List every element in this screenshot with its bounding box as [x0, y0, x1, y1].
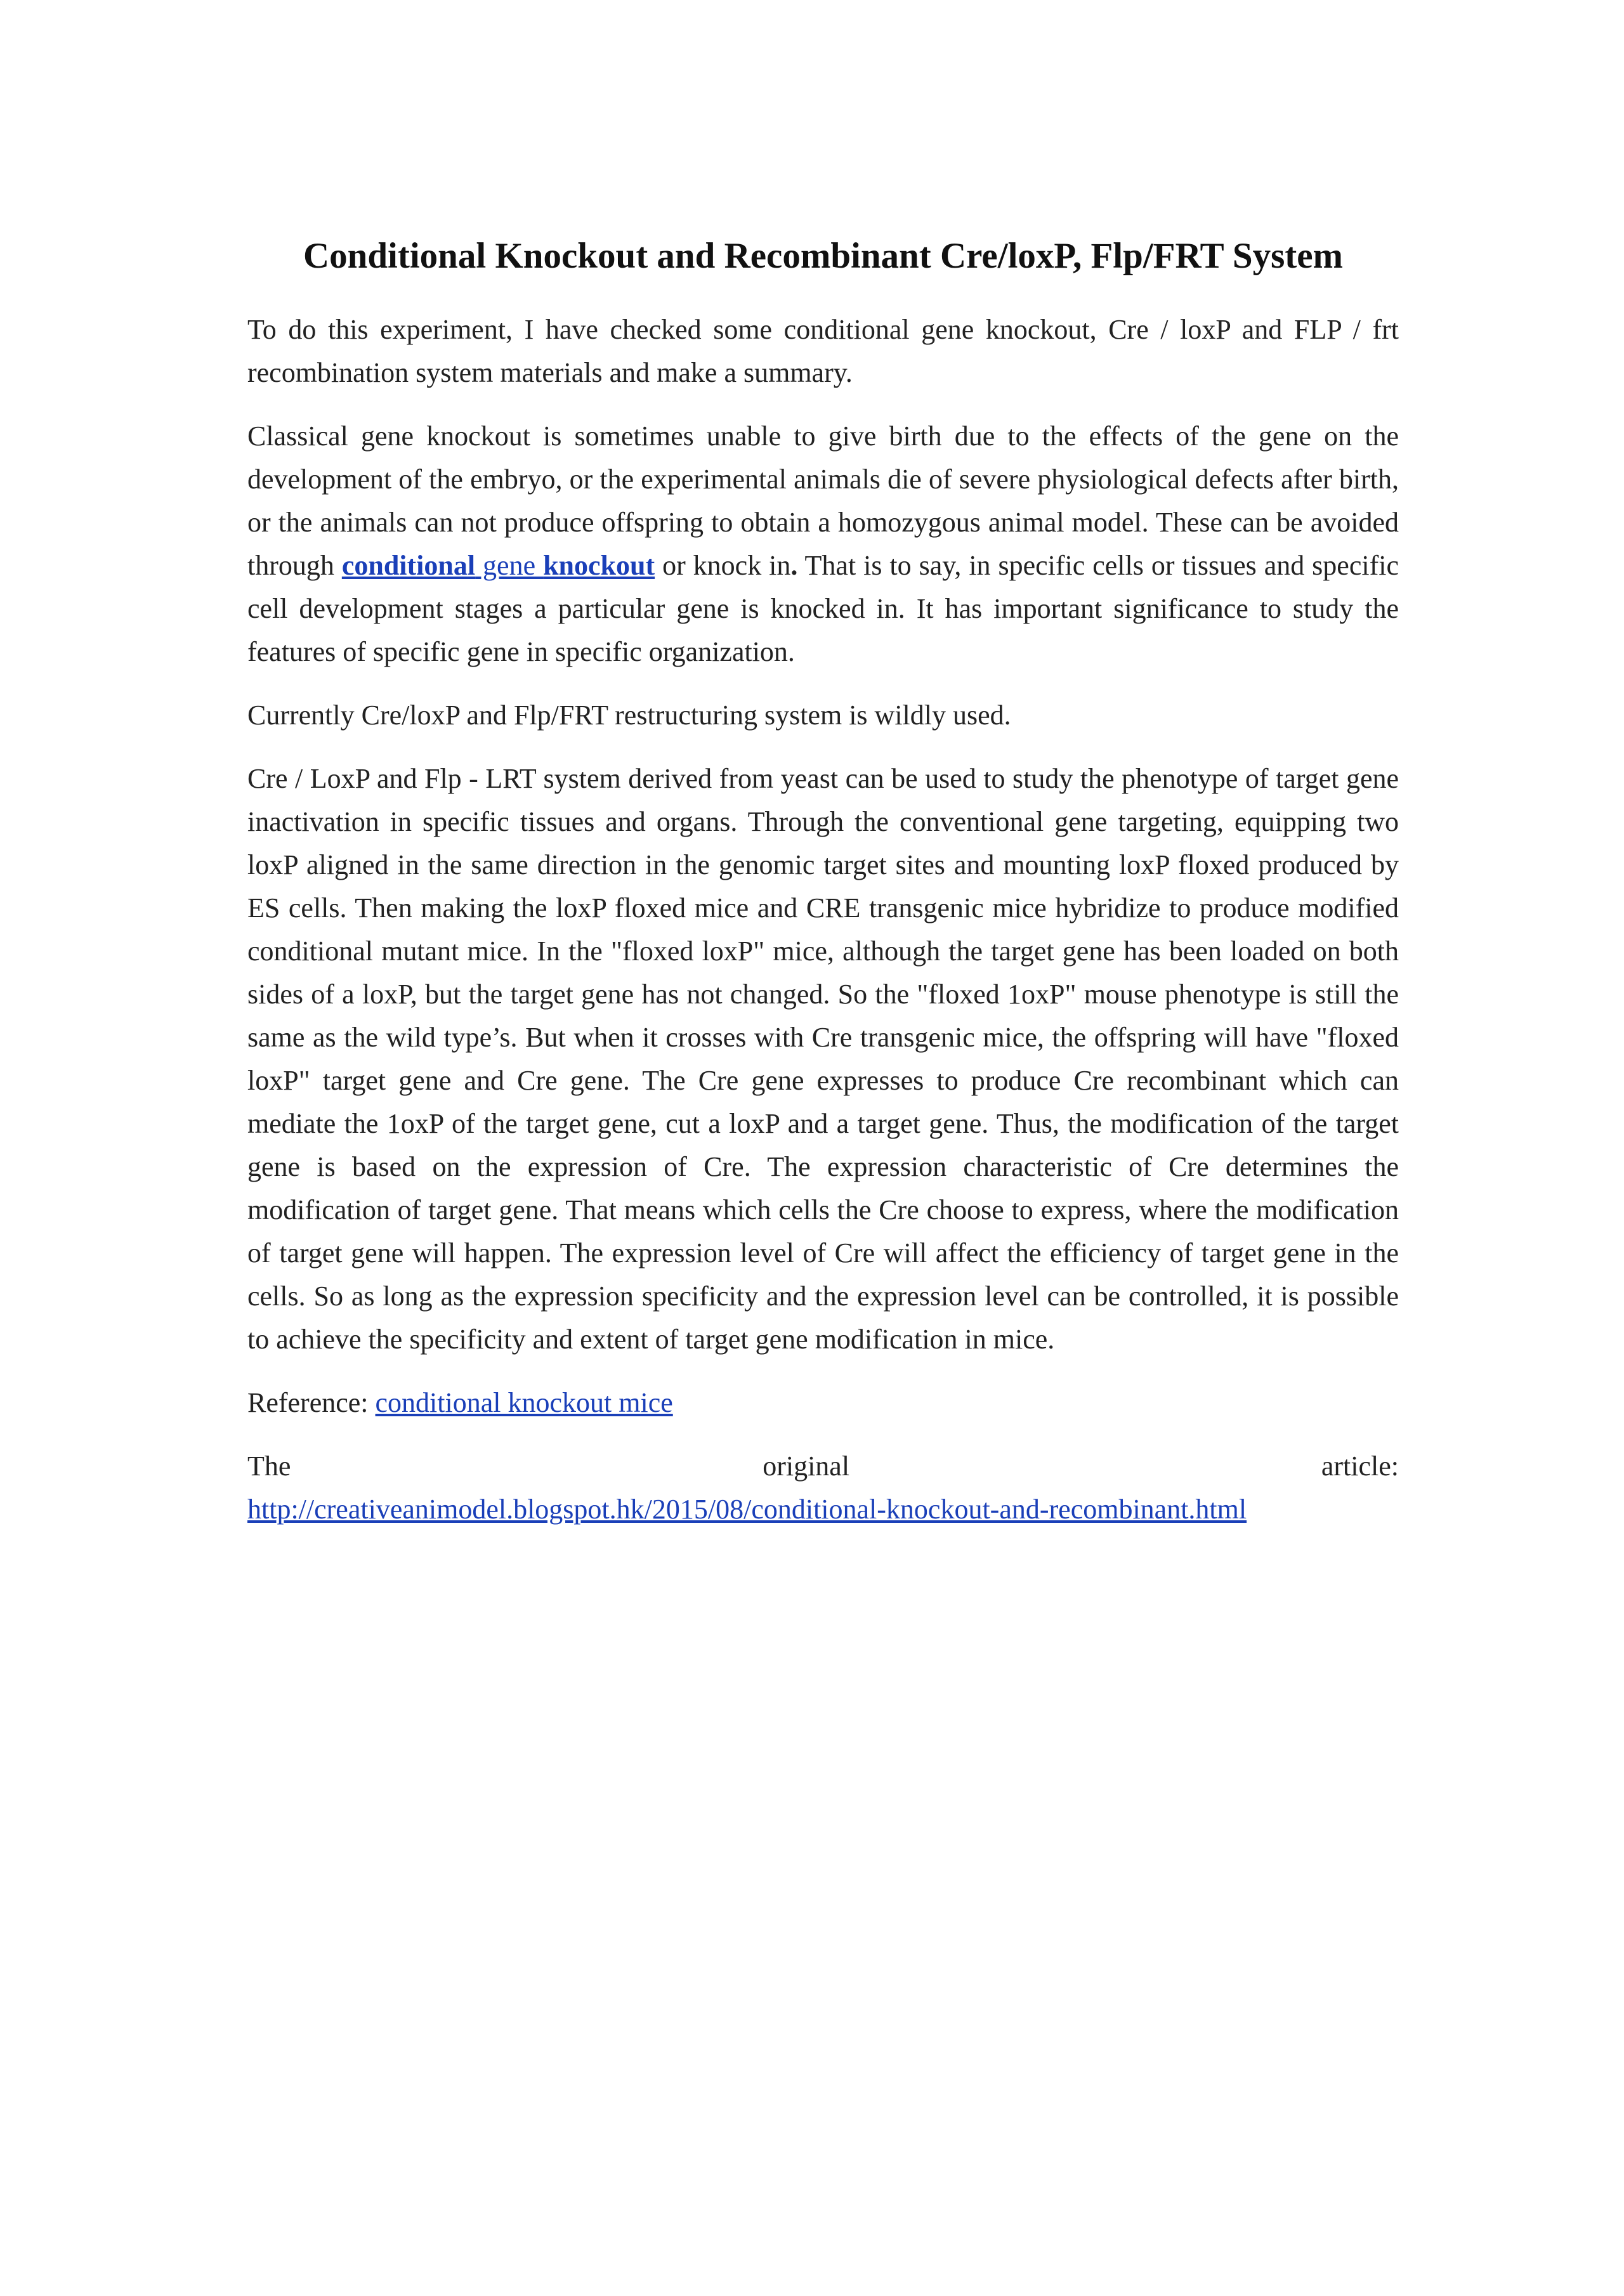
paragraph-cre-loxp-details: Cre / LoxP and Flp - LRT system derived from yeast can be used to study the phenotype of target gene inactivation in specific tissues and organs. Through the conventional gene targeting, equipping two loxP aligned in the same direction in the genomic target sites and mounting loxP floxed produced by ES cells. Then making the loxP floxed mice and CRE transgenic mice hybridize to produce modified conditional mutant mice. In the "floxed loxP" mice, although the target gene has been loaded on both sides of a loxP, but the target gene has not changed. So the "floxed 1oxP" mouse phenotype is still the same as the wild type’s. But when it crosses with Cre transgenic mice, the offspring will have "floxed loxP" target gene and Cre gene. The Cre gene expresses to produce Cre recombinant which can mediate the 1oxP of the target gene, cut a loxP and a target gene. Thus, the modification of the target gene is based on the expression of Cre. The expression characteristic of Cre determines the modification of target gene. That means which cells the Cre choose to express, where the modification of target gene will happen. The expression level of Cre will affect the efficiency of target gene in the cells. So as long as the expression specificity and the expression level can be controlled, it is possible to achieve the specificity and extent of target gene modification in mice. — [247, 763, 1399, 1355]
conditional-knockout-mice-link[interactable]: conditional knockout mice — [375, 1387, 673, 1419]
paragraph-intro: To do this experiment, I have checked some conditional gene knockout, Cre / loxP and FLP / frt recombination system materials and make a summary. — [247, 314, 1399, 389]
reference-label: Reference: — [247, 1387, 376, 1419]
reference-section — [247, 1381, 1399, 1425]
original-article-section — [247, 1445, 1399, 1531]
paragraph-text: Classical gene knockout is sometimes unable to give birth due to the effects of the gene on the development of the embryo, or the experimental animals die of severe physiological defects after birth, or the animals can not produce offspring to obtain a homozygous animal model. These can be avoided through — [247, 421, 1399, 582]
bold-period: . — [790, 550, 798, 582]
reference-line — [247, 1381, 1399, 1425]
original-article-url-link[interactable]: http://creativeanimodel.blogspot.hk/2015/08/conditional-knockout-and-recombinant.html — [247, 1494, 1247, 1525]
paragraph-classical-knockout — [247, 415, 1399, 674]
paragraph-current-systems: Currently Cre/loxP and Flp/FRT restructuring system is wildly used. — [247, 700, 1011, 731]
paragraph-text: or knock in — [655, 550, 791, 582]
original-article-label: The original article: — [247, 1451, 1399, 1482]
conditional-gene-knockout-link[interactable]: conditional gene knockout — [341, 550, 655, 582]
paragraph-text: That is to say, in specific cells or tissues and specific cell development stages a particular gene is knocked in. It has important significance to study the features of specific gene in specific organization. — [247, 550, 1399, 668]
document-page — [247, 235, 1399, 1531]
document-title: Conditional Knockout and Recombinant Cre/loxP, Flp/FRT System — [303, 236, 1344, 276]
